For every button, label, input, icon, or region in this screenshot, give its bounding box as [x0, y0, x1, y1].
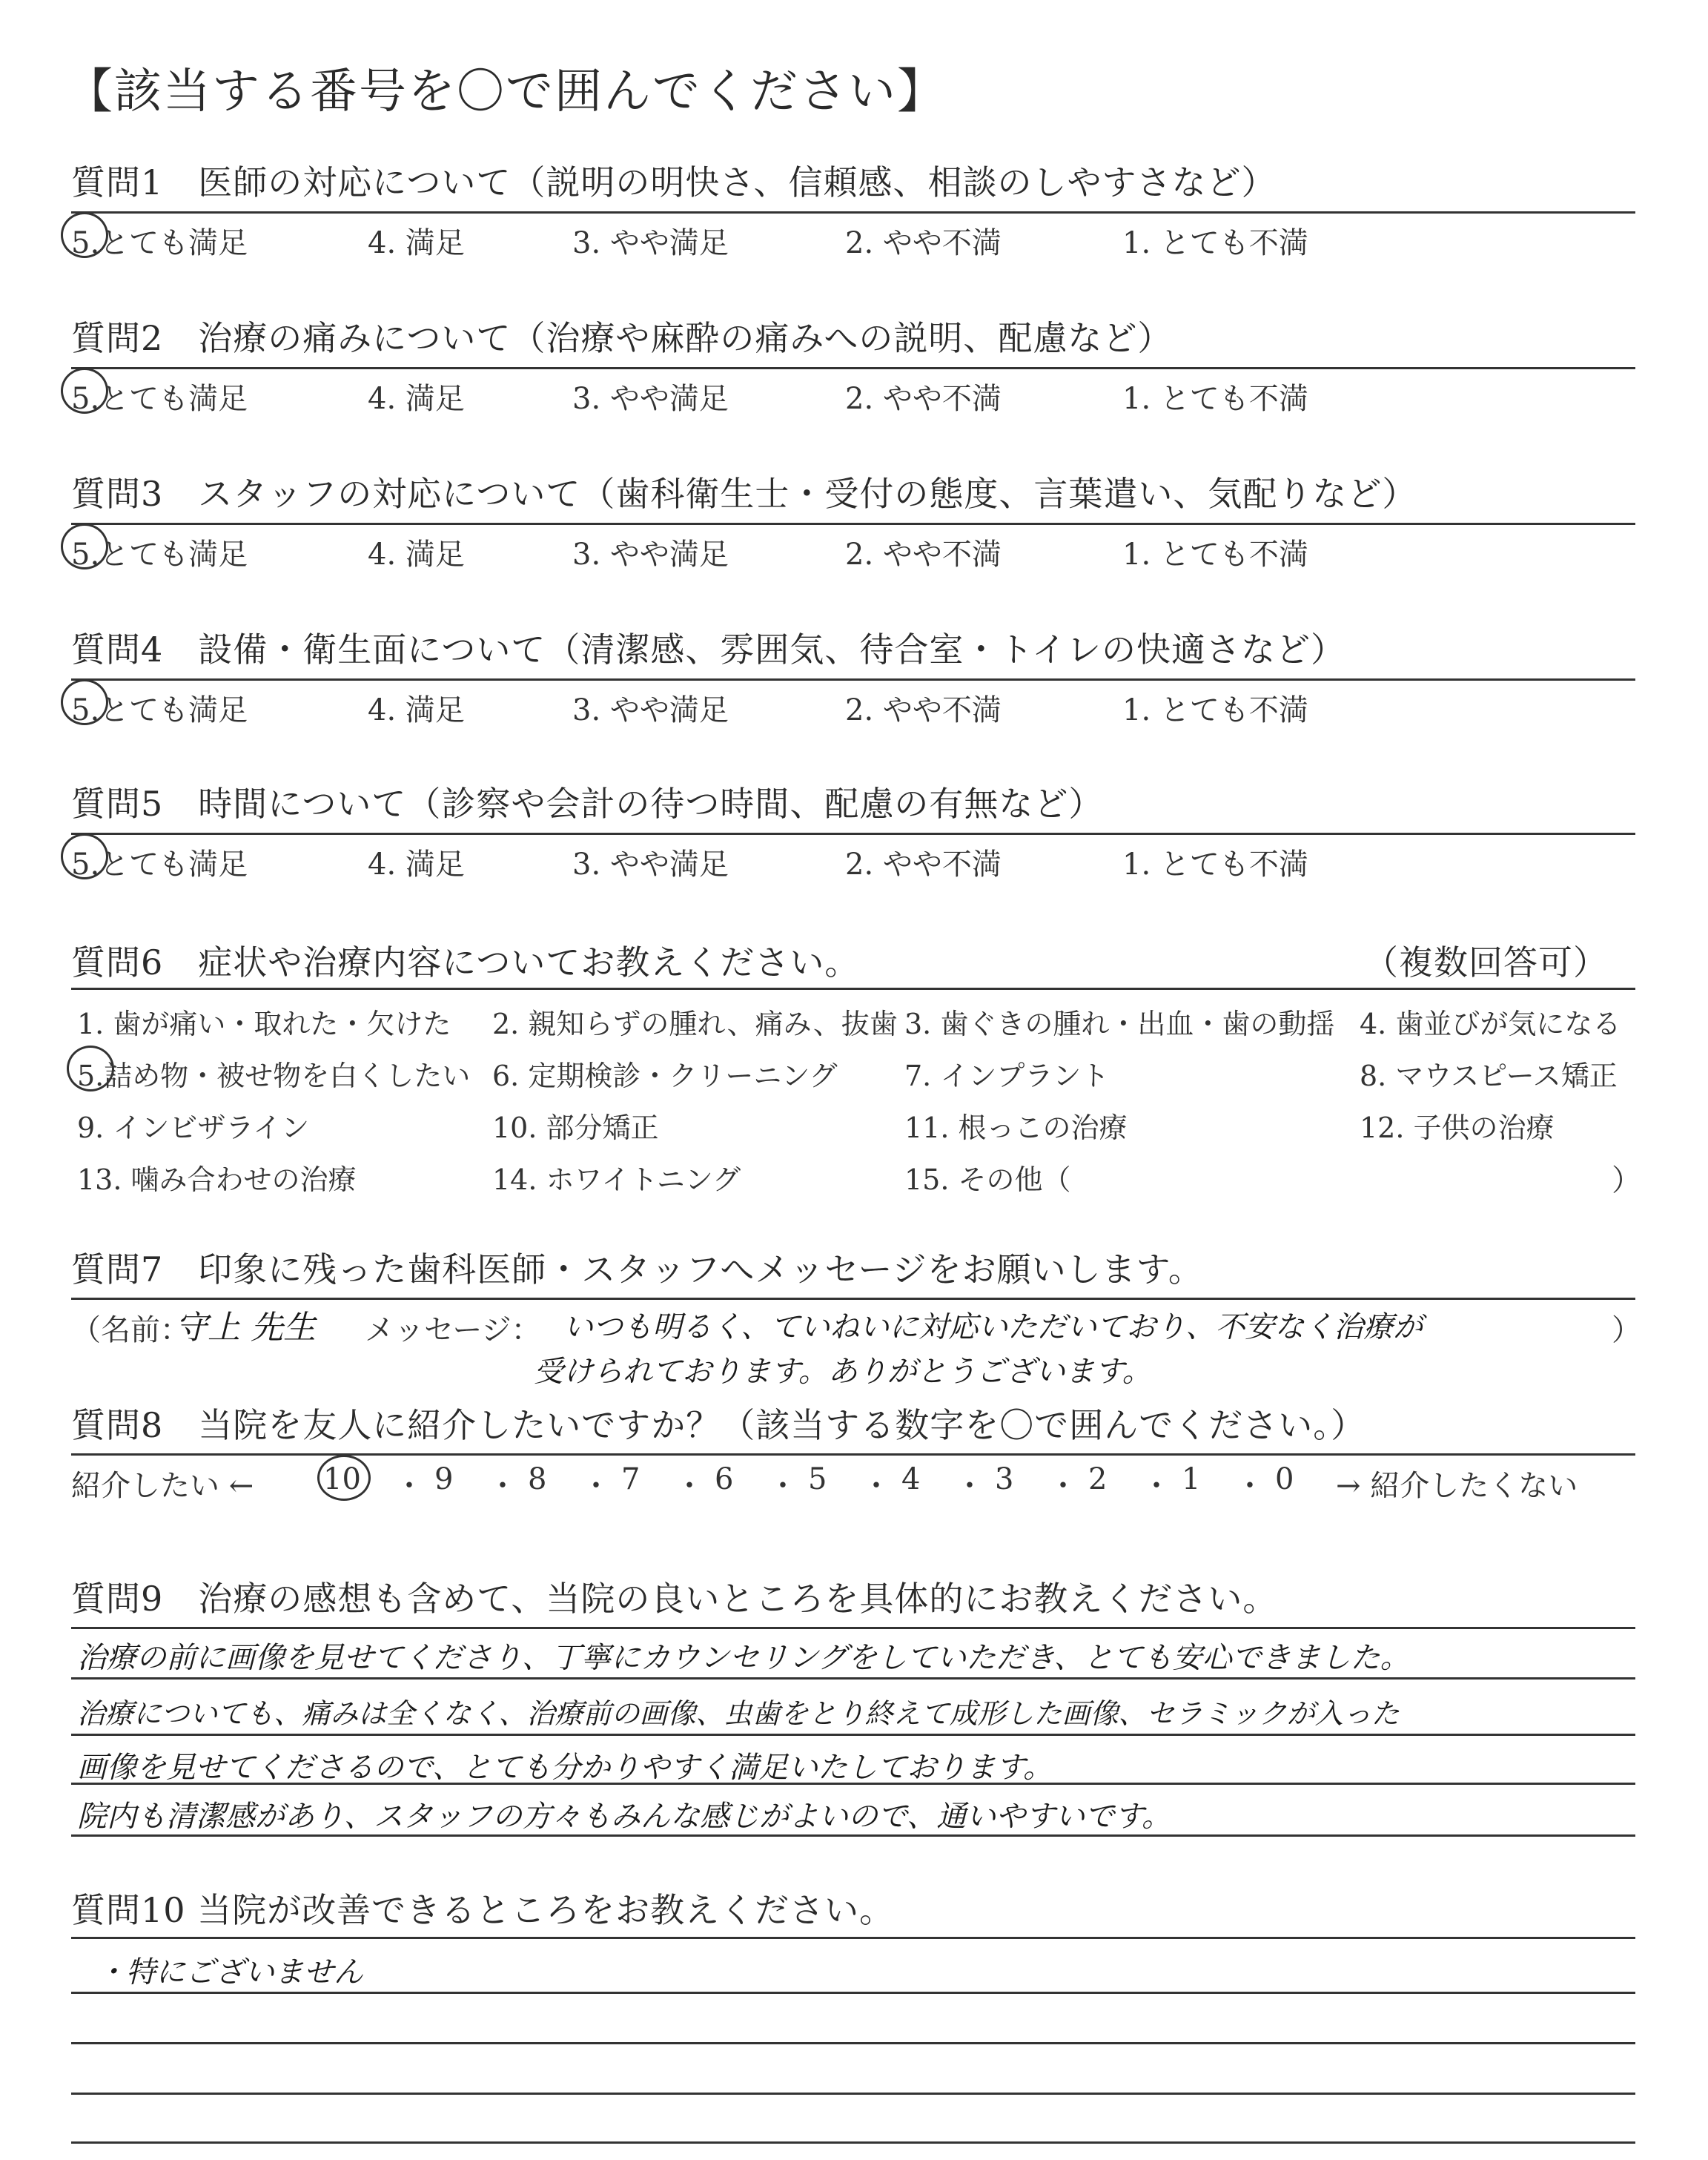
message-handwritten-line-1[interactable]: いつも明るく、ていねいに対応いただいており、不安なく治療が — [563, 1310, 1423, 1344]
symptom-item-5[interactable]: 5.詰め物・被せ物を白くしたい — [77, 1053, 470, 1094]
symptom-item-13[interactable]: 13. 噛み合わせの治療 — [77, 1163, 357, 1196]
answer-line — [71, 1783, 1635, 1785]
name-label: （名前： — [71, 1313, 190, 1347]
answer-line — [71, 1677, 1635, 1680]
scale-6[interactable]: 6 — [715, 1462, 734, 1496]
divider — [71, 1453, 1635, 1456]
scale-2[interactable]: 2 — [1088, 1462, 1108, 1496]
option-5[interactable]: 5.とても満足 — [71, 687, 248, 729]
option-1[interactable]: 1. とても不満 — [1122, 382, 1308, 416]
divider — [71, 211, 1635, 214]
scale-4[interactable]: 4 — [901, 1462, 921, 1496]
option-2[interactable]: 2. やや不満 — [845, 538, 1002, 572]
symptom-item-9[interactable]: 9. インビザライン — [77, 1112, 310, 1144]
selection-circle — [61, 524, 108, 569]
option-4[interactable]: 4. 満足 — [368, 848, 465, 882]
divider — [71, 1298, 1635, 1300]
symptom-item-6[interactable]: 6. 定期検診・クリーニング — [492, 1060, 838, 1092]
option-1[interactable]: 1. とても不満 — [1122, 693, 1308, 727]
option-5[interactable]: 5.とても満足 — [71, 375, 248, 417]
selection-circle — [61, 679, 108, 725]
scale-5[interactable]: 5 — [808, 1462, 827, 1496]
message-close-paren: ） — [1612, 1313, 1641, 1347]
scale-1[interactable]: 1 — [1182, 1462, 1201, 1496]
message-handwritten-line-2[interactable]: 受けられております。ありがとうございます。 — [534, 1355, 1152, 1389]
question-2-title: 質問2 治療の痛みについて（治療や麻酔の痛みへの説明、配慮など） — [71, 318, 1173, 358]
scale-dot: ・ — [1235, 1469, 1265, 1503]
answer-line — [71, 1734, 1635, 1736]
option-1[interactable]: 1. とても不満 — [1122, 848, 1308, 882]
question-4-title: 質問4 設備・衛生面について（清潔感、雰囲気、待合室・トイレの快適さなど） — [71, 630, 1346, 670]
symptom-item-10[interactable]: 10. 部分矯正 — [492, 1112, 659, 1144]
answer-line — [71, 1992, 1635, 1994]
symptom-item-2[interactable]: 2. 親知らずの腫れ、痛み、抜歯 — [492, 1008, 898, 1040]
option-3[interactable]: 3. やや満足 — [572, 226, 729, 260]
selection-circle — [61, 368, 108, 414]
form-instruction: 【該当する番号を〇で囲んでください】 — [65, 65, 946, 119]
scale-dot: ・ — [581, 1469, 611, 1503]
answer-handwritten-line-3[interactable]: 画像を見せてくださるので、とても分かりやすく満足いたしております。 — [77, 1751, 1053, 1785]
answer-line — [71, 2141, 1635, 2144]
divider — [71, 833, 1635, 835]
other-close-paren: ） — [1612, 1163, 1641, 1198]
option-3[interactable]: 3. やや満足 — [572, 538, 729, 572]
symptom-checklist — [77, 1001, 1641, 1209]
question-1-title: 質問1 医師の対応について（説明の明快さ、信頼感、相談のしやすさなど） — [71, 162, 1277, 202]
option-4[interactable]: 4. 満足 — [368, 226, 465, 260]
option-2[interactable]: 2. やや不満 — [845, 226, 1002, 260]
scale-10[interactable]: 10 — [323, 1462, 361, 1496]
scale-dot: ・ — [488, 1469, 517, 1503]
question-10-title: 質問10 当院が改善できるところをお教えください。 — [71, 1890, 895, 1930]
selection-circle — [61, 833, 108, 879]
scale-dot: ・ — [955, 1469, 984, 1503]
scale-3[interactable]: 3 — [995, 1462, 1014, 1496]
improvement-handwritten[interactable]: ・特にございません — [96, 1955, 363, 1989]
option-4[interactable]: 4. 満足 — [368, 382, 465, 416]
answer-line — [71, 2042, 1635, 2044]
scale-dot: ・ — [675, 1469, 704, 1503]
name-handwritten[interactable]: 守上 先生 — [175, 1309, 316, 1347]
scale-dot: ・ — [861, 1469, 891, 1503]
scale-dot: ・ — [1048, 1469, 1078, 1503]
answer-line — [71, 1834, 1635, 1837]
answer-handwritten-line-1[interactable]: 治療の前に画像を見せてくださり、丁寧にカウンセリングをしていただき、とても安心できました。 — [77, 1641, 1410, 1675]
symptom-item-1[interactable]: 1. 歯が痛い・取れた・欠けた — [77, 1008, 451, 1040]
symptom-item-11[interactable]: 11. 根っこの治療 — [904, 1112, 1128, 1144]
recommend-scale — [71, 1462, 1635, 1507]
scale-right-label: → 紹介したくない — [1336, 1469, 1578, 1503]
scale-dot: ・ — [1142, 1469, 1171, 1503]
question-5-title: 質問5 時間について（診察や会計の待つ時間、配慮の有無など） — [71, 784, 1104, 824]
scale-left-label: 紹介したい ← — [71, 1469, 254, 1503]
option-5[interactable]: 5.とても満足 — [71, 219, 248, 262]
scale-8[interactable]: 8 — [528, 1462, 547, 1496]
question-9-title: 質問9 治療の感想も含めて、当院の良いところを具体的にお教えください。 — [71, 1579, 1278, 1619]
option-4[interactable]: 4. 満足 — [368, 538, 465, 572]
question-6-title: 質問6 症状や治療内容についてお教えください。 — [71, 942, 860, 982]
symptom-item-14[interactable]: 14. ホワイトニング — [492, 1163, 741, 1196]
option-5[interactable]: 5.とても満足 — [71, 841, 248, 883]
option-3[interactable]: 3. やや満足 — [572, 848, 729, 882]
scale-9[interactable]: 9 — [434, 1462, 454, 1496]
divider — [71, 1627, 1635, 1629]
divider — [71, 1937, 1635, 1939]
multiple-answers-note: （複数回答可） — [1364, 942, 1608, 982]
answer-handwritten-line-4[interactable]: 院内も清潔感があり、スタッフの方々もみんな感じがよいので、通いやすいです。 — [77, 1800, 1171, 1834]
symptom-item-7[interactable]: 7. インプラント — [904, 1060, 1110, 1092]
option-5[interactable]: 5.とても満足 — [71, 531, 248, 573]
option-4[interactable]: 4. 満足 — [368, 693, 465, 727]
symptom-item-4[interactable]: 4. 歯並びが気になる — [1360, 1008, 1621, 1040]
symptom-item-3[interactable]: 3. 歯ぐきの腫れ・出血・歯の動揺 — [904, 1008, 1335, 1040]
symptom-item-12[interactable]: 12. 子供の治療 — [1360, 1112, 1555, 1144]
message-label: メッセージ： — [365, 1313, 541, 1347]
divider — [71, 988, 1635, 990]
scale-0[interactable]: 0 — [1275, 1462, 1294, 1496]
divider — [71, 367, 1635, 369]
option-1[interactable]: 1. とても不満 — [1122, 226, 1308, 260]
scale-dot: ・ — [394, 1469, 424, 1503]
question-7-title: 質問7 印象に残った歯科医師・スタッフへメッセージをお願いします。 — [71, 1249, 1203, 1289]
selection-circle — [317, 1455, 371, 1501]
divider — [71, 678, 1635, 681]
question-8-title: 質問8 当院を友人に紹介したいですか？（該当する数字を〇で囲んでください。） — [71, 1405, 1366, 1445]
selection-circle — [61, 212, 108, 258]
answer-line — [71, 2093, 1635, 2095]
scale-dot: ・ — [768, 1469, 798, 1503]
symptom-item-8[interactable]: 8. マウスピース矯正 — [1360, 1060, 1618, 1092]
symptom-item-15[interactable]: 15. その他（ — [904, 1163, 1071, 1196]
option-3[interactable]: 3. やや満足 — [572, 382, 729, 416]
divider — [71, 523, 1635, 525]
scale-7[interactable]: 7 — [621, 1462, 640, 1496]
option-1[interactable]: 1. とても不満 — [1122, 538, 1308, 572]
answer-handwritten-line-2[interactable]: 治療についても、痛みは全くなく、治療前の画像、虫歯をとり終えて成形した画像、セラミックが入った — [77, 1697, 1400, 1730]
option-2[interactable]: 2. やや不満 — [845, 848, 1002, 882]
selection-circle — [67, 1046, 114, 1091]
question-3-title: 質問3 スタッフの対応について（歯科衛生士・受付の態度、言葉遣い、気配りなど） — [71, 474, 1417, 514]
option-2[interactable]: 2. やや不満 — [845, 382, 1002, 416]
option-2[interactable]: 2. やや不満 — [845, 693, 1002, 727]
option-3[interactable]: 3. やや満足 — [572, 693, 729, 727]
